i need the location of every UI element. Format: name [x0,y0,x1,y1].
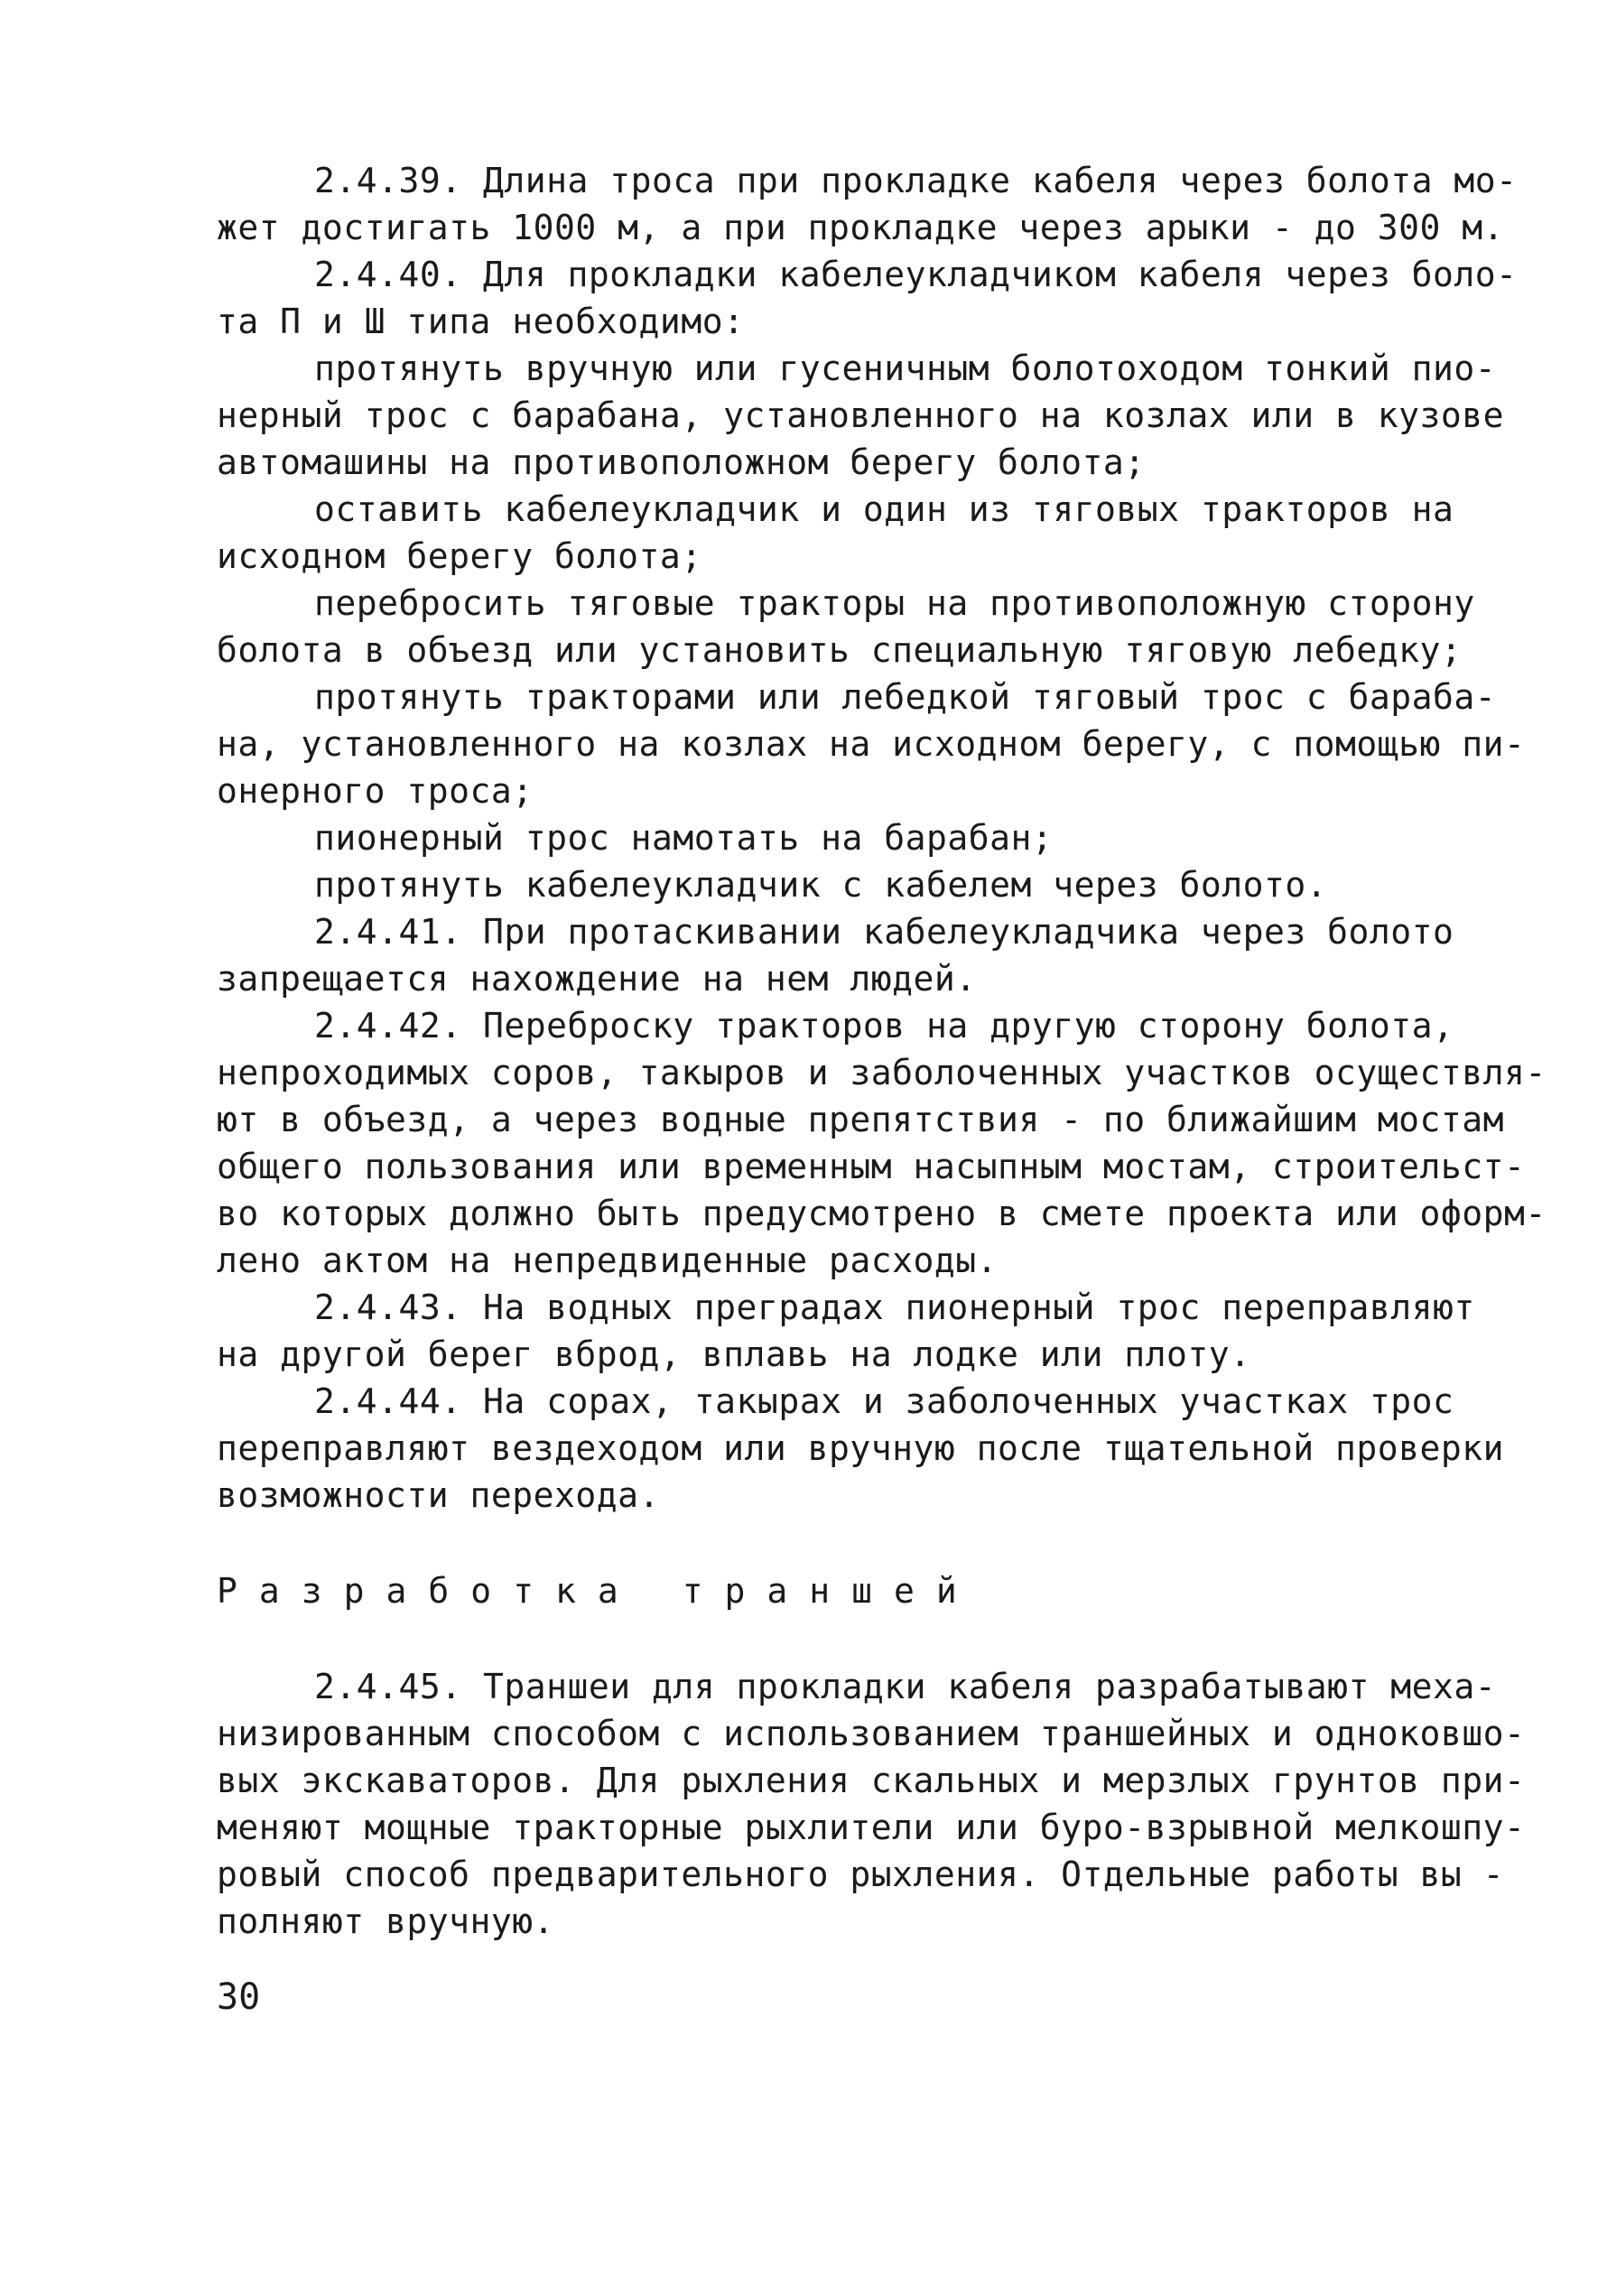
text-line: меняют мощные тракторные рыхлители или буро-взрывной мелкошпу- [217,1808,1526,1847]
text-line: вых экскаваторов. Для рыхления скальных и мерзлых грунтов при- [217,1761,1526,1800]
text-line: перебросить тяговые тракторы на противоположную сторону [314,583,1475,623]
text-line: 2.4.45. Траншеи для прокладки кабеля разрабатывают меха- [314,1667,1497,1706]
text-line: 2.4.43. На водных преградах пионерный трос переправляют [314,1287,1475,1327]
text-line: 2.4.41. При протаскивании кабелеукладчика через болото [314,912,1454,952]
text-line: 2.4.42. Переброску тракторов на другую сторону болота, [314,1006,1454,1046]
text-line: на другой берег вброд, вплавь на лодке или плоту. [217,1334,1251,1374]
text-line: жет достигать 1000 м, а при прокладке через арыки - до 300 м. [217,208,1505,247]
text-line: исходном берегу болота; [217,536,702,576]
text-line: 2.4.39. Длина троса при прокладке кабеля через болота мо- [314,161,1518,200]
text-line: болота в объезд или установить специальную тяговую лебедку; [217,630,1463,670]
text-line: общего пользования или временным насыпным мостам, строительст- [217,1147,1526,1186]
text-line: запрещается нахождение на нем людей. [217,959,977,999]
text-line: низированным способом с использованием траншейных и одноковшо- [217,1714,1526,1753]
text-line: возможности перехода. [217,1475,660,1515]
text-line: полняют вручную. [217,1901,555,1941]
text-line: ровый способ предварительного рыхления. Отдельные работы вы - [217,1854,1505,1894]
text-line: оставить кабелеукладчик и один из тяговых тракторов на [314,489,1454,529]
section-heading: Разработка траншей [217,1571,979,1611]
text-line: непроходимых соров, такыров и заболоченных участков осуществля- [217,1053,1547,1092]
text-line: протянуть вручную или гусеничным болотоходом тонкий пио- [314,349,1497,388]
text-line: пионерный трос намотать на барабан; [314,818,1054,858]
text-line: переправляют вездеходом или вручную после тщательной проверки [217,1428,1505,1468]
text-line: та П и Ш типа необходимо: [217,302,745,341]
page-number: 30 [217,1976,261,2018]
text-line: протянуть кабелеукладчик с кабелем через болото. [314,865,1328,905]
text-line: онерного троса; [217,771,534,811]
text-line: во которых должно быть предусмотрено в смете проекта или оформ- [217,1194,1547,1233]
text-line: протянуть тракторами или лебедкой тяговый трос с бараба- [314,677,1497,717]
text-line: на, установленного на козлах на исходном берегу, с помощью пи- [217,724,1526,764]
text-line: нерный трос с барабана, установленного на козлах или в кузове [217,395,1505,435]
text-line: 2.4.40. Для прокладки кабелеукладчиком кабеля через боло- [314,255,1518,294]
text-line: ют в объезд, а через водные препятствия - по ближайшим мостам [217,1100,1505,1139]
text-line: 2.4.44. На сорах, такырах и заболоченных участках трос [314,1381,1454,1421]
text-line: лено актом на непредвиденные расходы. [217,1241,998,1280]
text-line: автомашины на противоположном берегу болота; [217,442,1146,482]
